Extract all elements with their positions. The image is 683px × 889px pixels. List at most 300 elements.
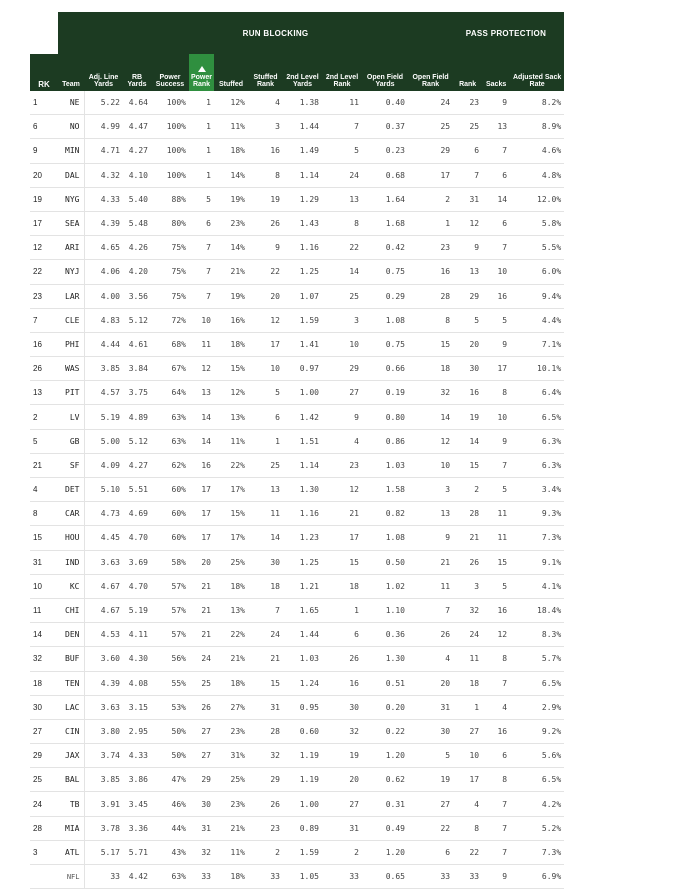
cell-team: CLE bbox=[58, 308, 84, 332]
cell-open-field-rank: 31 bbox=[408, 695, 453, 719]
table-row bbox=[30, 792, 564, 816]
col-header-power-success[interactable]: Power Success bbox=[151, 54, 189, 91]
cell-rank: 7 bbox=[453, 163, 482, 187]
cell-team: SEA bbox=[58, 211, 84, 235]
cell-adjusted-sack-rate: 6.0% bbox=[510, 260, 564, 284]
col-header-team[interactable]: Team bbox=[58, 54, 84, 91]
cell-adjusted-sack-rate: 7.3% bbox=[510, 840, 564, 864]
cell-stuffed: 23% bbox=[214, 719, 248, 743]
table-row bbox=[30, 840, 564, 864]
cell-2nd-level-yards: 1.41 bbox=[283, 332, 322, 356]
cell-stuffed: 21% bbox=[214, 647, 248, 671]
cell-2nd-level-rank: 13 bbox=[322, 187, 362, 211]
cell-rb-yards: 4.70 bbox=[123, 574, 151, 598]
cell-open-field-yards: 0.36 bbox=[362, 623, 408, 647]
cell-open-field-rank: 30 bbox=[408, 719, 453, 743]
cell-open-field-yards: 0.22 bbox=[362, 719, 408, 743]
cell-open-field-rank: 28 bbox=[408, 284, 453, 308]
table-row bbox=[30, 91, 564, 115]
cell-rank: 32 bbox=[453, 598, 482, 622]
cell-open-field-yards: 0.50 bbox=[362, 550, 408, 574]
cell-2nd-level-rank: 5 bbox=[322, 139, 362, 163]
cell-rb-yards: 4.26 bbox=[123, 236, 151, 260]
cell-stuffed: 18% bbox=[214, 332, 248, 356]
col-header-open-field-yards[interactable]: Open Field Yards bbox=[362, 54, 408, 91]
cell-2nd-level-rank: 27 bbox=[322, 381, 362, 405]
cell-team: NYG bbox=[58, 187, 84, 211]
col-header-2nd-level-yards[interactable]: 2nd Level Yards bbox=[283, 54, 322, 91]
cell-adj-line-yards: 4.00 bbox=[84, 284, 123, 308]
cell-stuffed: 12% bbox=[214, 91, 248, 115]
cell-rank: 12 bbox=[453, 211, 482, 235]
cell-stuffed: 11% bbox=[214, 429, 248, 453]
cell-power-success: 53% bbox=[151, 695, 189, 719]
cell-power-success: 72% bbox=[151, 308, 189, 332]
cell-2nd-level-yards: 1.29 bbox=[283, 187, 322, 211]
cell-rb-yards: 3.15 bbox=[123, 695, 151, 719]
cell-rb-yards: 3.84 bbox=[123, 357, 151, 381]
cell-rk: 20 bbox=[30, 163, 58, 187]
cell-stuffed: 25% bbox=[214, 550, 248, 574]
cell-stuffed: 11% bbox=[214, 840, 248, 864]
cell-stuffed-rank: 18 bbox=[248, 574, 283, 598]
cell-stuffed: 25% bbox=[214, 768, 248, 792]
col-header-stuffed-rank[interactable]: Stuffed Rank bbox=[248, 54, 283, 91]
cell-rank: 30 bbox=[453, 357, 482, 381]
cell-open-field-yards: 1.08 bbox=[362, 526, 408, 550]
cell-power-success: 88% bbox=[151, 187, 189, 211]
cell-adj-line-yards: 4.39 bbox=[84, 211, 123, 235]
cell-adjusted-sack-rate: 9.1% bbox=[510, 550, 564, 574]
cell-stuffed-rank: 7 bbox=[248, 598, 283, 622]
cell-sacks: 9 bbox=[482, 91, 510, 115]
cell-open-field-rank: 29 bbox=[408, 139, 453, 163]
cell-rank: 8 bbox=[453, 816, 482, 840]
cell-power-rank: 13 bbox=[189, 381, 214, 405]
cell-sacks: 16 bbox=[482, 598, 510, 622]
cell-power-rank: 32 bbox=[189, 840, 214, 864]
cell-adj-line-yards: 3.63 bbox=[84, 550, 123, 574]
cell-team: NE bbox=[58, 91, 84, 115]
cell-open-field-yards: 0.68 bbox=[362, 163, 408, 187]
cell-adj-line-yards: 4.71 bbox=[84, 139, 123, 163]
cell-power-rank: 21 bbox=[189, 574, 214, 598]
cell-team: HOU bbox=[58, 526, 84, 550]
cell-2nd-level-yards: 1.07 bbox=[283, 284, 322, 308]
cell-rb-yards: 4.64 bbox=[123, 91, 151, 115]
cell-team: DAL bbox=[58, 163, 84, 187]
cell-adjusted-sack-rate: 5.8% bbox=[510, 211, 564, 235]
cell-2nd-level-yards: 1.38 bbox=[283, 91, 322, 115]
cell-team: PHI bbox=[58, 332, 84, 356]
cell-sacks: 7 bbox=[482, 671, 510, 695]
cell-stuffed: 31% bbox=[214, 744, 248, 768]
cell-sacks: 15 bbox=[482, 550, 510, 574]
cell-adj-line-yards: 5.22 bbox=[84, 91, 123, 115]
cell-sacks: 8 bbox=[482, 647, 510, 671]
cell-team: MIN bbox=[58, 139, 84, 163]
cell-2nd-level-yards: 1.30 bbox=[283, 478, 322, 502]
cell-rk: 3 bbox=[30, 840, 58, 864]
cell-rk: 5 bbox=[30, 429, 58, 453]
cell-stuffed: 21% bbox=[214, 816, 248, 840]
cell-stuffed-rank: 21 bbox=[248, 647, 283, 671]
cell-open-field-rank: 12 bbox=[408, 429, 453, 453]
cell-stuffed: 18% bbox=[214, 865, 248, 889]
cell-open-field-rank: 15 bbox=[408, 332, 453, 356]
cell-2nd-level-rank: 6 bbox=[322, 623, 362, 647]
cell-open-field-yards: 1.68 bbox=[362, 211, 408, 235]
cell-adjusted-sack-rate: 4.6% bbox=[510, 139, 564, 163]
table-row bbox=[30, 647, 564, 671]
cell-power-success: 50% bbox=[151, 744, 189, 768]
cell-adjusted-sack-rate: 9.2% bbox=[510, 719, 564, 743]
cell-sacks: 5 bbox=[482, 574, 510, 598]
cell-adj-line-yards: 3.91 bbox=[84, 792, 123, 816]
cell-adjusted-sack-rate: 6.5% bbox=[510, 768, 564, 792]
cell-rk: 8 bbox=[30, 502, 58, 526]
cell-stuffed-rank: 30 bbox=[248, 550, 283, 574]
cell-power-rank: 24 bbox=[189, 647, 214, 671]
cell-adjusted-sack-rate: 7.1% bbox=[510, 332, 564, 356]
cell-rank: 18 bbox=[453, 671, 482, 695]
cell-open-field-rank: 27 bbox=[408, 792, 453, 816]
cell-adjusted-sack-rate: 9.3% bbox=[510, 502, 564, 526]
table-row bbox=[30, 623, 564, 647]
cell-rk: 4 bbox=[30, 478, 58, 502]
table-row bbox=[30, 163, 564, 187]
cell-team: MIA bbox=[58, 816, 84, 840]
cell-team: IND bbox=[58, 550, 84, 574]
cell-adjusted-sack-rate: 10.1% bbox=[510, 357, 564, 381]
cell-power-rank: 6 bbox=[189, 211, 214, 235]
cell-power-success: 64% bbox=[151, 381, 189, 405]
cell-adj-line-yards: 3.80 bbox=[84, 719, 123, 743]
cell-2nd-level-yards: 0.95 bbox=[283, 695, 322, 719]
cell-power-rank: 7 bbox=[189, 260, 214, 284]
cell-adj-line-yards: 4.99 bbox=[84, 115, 123, 139]
cell-stuffed-rank: 1 bbox=[248, 429, 283, 453]
cell-2nd-level-yards: 1.25 bbox=[283, 550, 322, 574]
cell-rk: 10 bbox=[30, 574, 58, 598]
group-header-blank bbox=[30, 12, 58, 54]
cell-sacks: 7 bbox=[482, 139, 510, 163]
cell-2nd-level-yards: 1.59 bbox=[283, 840, 322, 864]
cell-team: WAS bbox=[58, 357, 84, 381]
cell-power-rank: 1 bbox=[189, 91, 214, 115]
cell-power-success: 44% bbox=[151, 816, 189, 840]
cell-stuffed-rank: 31 bbox=[248, 695, 283, 719]
cell-rk: 21 bbox=[30, 453, 58, 477]
cell-rk: 27 bbox=[30, 719, 58, 743]
cell-rk: 2 bbox=[30, 405, 58, 429]
cell-adj-line-yards: 4.57 bbox=[84, 381, 123, 405]
cell-power-success: 67% bbox=[151, 357, 189, 381]
cell-stuffed-rank: 32 bbox=[248, 744, 283, 768]
cell-power-success: 75% bbox=[151, 236, 189, 260]
cell-rb-yards: 5.12 bbox=[123, 308, 151, 332]
cell-stuffed: 13% bbox=[214, 405, 248, 429]
cell-adj-line-yards: 4.06 bbox=[84, 260, 123, 284]
cell-stuffed: 21% bbox=[214, 260, 248, 284]
table-row bbox=[30, 865, 564, 889]
table-row bbox=[30, 357, 564, 381]
cell-open-field-rank: 5 bbox=[408, 744, 453, 768]
cell-team: BUF bbox=[58, 647, 84, 671]
cell-adjusted-sack-rate: 3.4% bbox=[510, 478, 564, 502]
col-header-power-rank-label: Power Rank bbox=[190, 74, 212, 88]
cell-adj-line-yards: 3.63 bbox=[84, 695, 123, 719]
cell-rk: 18 bbox=[30, 671, 58, 695]
cell-adjusted-sack-rate: 4.1% bbox=[510, 574, 564, 598]
cell-power-rank: 5 bbox=[189, 187, 214, 211]
cell-rk: 31 bbox=[30, 550, 58, 574]
cell-power-success: 60% bbox=[151, 502, 189, 526]
col-header-2nd-level-rank[interactable]: 2nd Level Rank bbox=[322, 54, 362, 91]
cell-2nd-level-yards: 1.14 bbox=[283, 163, 322, 187]
cell-open-field-rank: 11 bbox=[408, 574, 453, 598]
cell-sacks: 7 bbox=[482, 840, 510, 864]
cell-adjusted-sack-rate: 5.6% bbox=[510, 744, 564, 768]
table-row bbox=[30, 284, 564, 308]
cell-stuffed-rank: 3 bbox=[248, 115, 283, 139]
cell-rb-yards: 4.11 bbox=[123, 623, 151, 647]
cell-rk: 1 bbox=[30, 91, 58, 115]
cell-rb-yards: 4.10 bbox=[123, 163, 151, 187]
cell-rank: 29 bbox=[453, 284, 482, 308]
cell-2nd-level-rank: 15 bbox=[322, 550, 362, 574]
cell-team: CIN bbox=[58, 719, 84, 743]
cell-open-field-rank: 9 bbox=[408, 526, 453, 550]
cell-2nd-level-rank: 23 bbox=[322, 453, 362, 477]
cell-adjusted-sack-rate: 6.9% bbox=[510, 865, 564, 889]
cell-stuffed: 23% bbox=[214, 211, 248, 235]
cell-power-success: 43% bbox=[151, 840, 189, 864]
cell-team: LV bbox=[58, 405, 84, 429]
cell-open-field-rank: 21 bbox=[408, 550, 453, 574]
cell-rb-yards: 4.69 bbox=[123, 502, 151, 526]
cell-rank: 11 bbox=[453, 647, 482, 671]
col-header-rb-yards[interactable]: RB Yards bbox=[123, 54, 151, 91]
cell-stuffed: 16% bbox=[214, 308, 248, 332]
cell-adj-line-yards: 5.00 bbox=[84, 429, 123, 453]
cell-open-field-yards: 1.64 bbox=[362, 187, 408, 211]
col-header-stuffed[interactable]: Stuffed bbox=[214, 54, 248, 91]
cell-sacks: 16 bbox=[482, 719, 510, 743]
cell-rb-yards: 5.40 bbox=[123, 187, 151, 211]
cell-stuffed: 23% bbox=[214, 792, 248, 816]
cell-2nd-level-yards: 1.59 bbox=[283, 308, 322, 332]
cell-adj-line-yards: 4.09 bbox=[84, 453, 123, 477]
cell-rb-yards: 4.30 bbox=[123, 647, 151, 671]
cell-2nd-level-yards: 0.97 bbox=[283, 357, 322, 381]
cell-2nd-level-yards: 1.42 bbox=[283, 405, 322, 429]
cell-rank: 15 bbox=[453, 453, 482, 477]
cell-adj-line-yards: 5.17 bbox=[84, 840, 123, 864]
cell-power-rank: 17 bbox=[189, 502, 214, 526]
table-row bbox=[30, 598, 564, 622]
table-row bbox=[30, 260, 564, 284]
cell-team: ARI bbox=[58, 236, 84, 260]
col-header-sacks[interactable]: Sacks bbox=[482, 54, 510, 91]
cell-open-field-yards: 0.20 bbox=[362, 695, 408, 719]
cell-2nd-level-rank: 1 bbox=[322, 598, 362, 622]
cell-stuffed-rank: 23 bbox=[248, 816, 283, 840]
table-row bbox=[30, 719, 564, 743]
cell-power-rank: 7 bbox=[189, 284, 214, 308]
cell-sacks: 8 bbox=[482, 381, 510, 405]
col-header-power-rank[interactable] bbox=[189, 54, 214, 91]
cell-open-field-yards: 0.29 bbox=[362, 284, 408, 308]
cell-2nd-level-rank: 2 bbox=[322, 840, 362, 864]
cell-power-rank: 26 bbox=[189, 695, 214, 719]
cell-open-field-rank: 3 bbox=[408, 478, 453, 502]
cell-stuffed-rank: 29 bbox=[248, 768, 283, 792]
col-header-rk[interactable]: RK bbox=[30, 54, 58, 91]
cell-open-field-yards: 1.58 bbox=[362, 478, 408, 502]
cell-stuffed-rank: 5 bbox=[248, 381, 283, 405]
cell-open-field-yards: 0.75 bbox=[362, 260, 408, 284]
cell-open-field-rank: 10 bbox=[408, 453, 453, 477]
cell-rb-yards: 3.56 bbox=[123, 284, 151, 308]
cell-adj-line-yards: 4.67 bbox=[84, 598, 123, 622]
cell-team: PIT bbox=[58, 381, 84, 405]
cell-open-field-rank: 20 bbox=[408, 671, 453, 695]
cell-stuffed-rank: 22 bbox=[248, 260, 283, 284]
cell-sacks: 7 bbox=[482, 453, 510, 477]
cell-power-rank: 31 bbox=[189, 816, 214, 840]
cell-adj-line-yards: 5.19 bbox=[84, 405, 123, 429]
cell-open-field-rank: 18 bbox=[408, 357, 453, 381]
cell-2nd-level-rank: 17 bbox=[322, 526, 362, 550]
cell-2nd-level-yards: 1.24 bbox=[283, 671, 322, 695]
cell-stuffed-rank: 11 bbox=[248, 502, 283, 526]
cell-stuffed-rank: 17 bbox=[248, 332, 283, 356]
cell-2nd-level-yards: 0.60 bbox=[283, 719, 322, 743]
cell-open-field-yards: 1.20 bbox=[362, 840, 408, 864]
cell-open-field-rank: 4 bbox=[408, 647, 453, 671]
cell-open-field-rank: 1 bbox=[408, 211, 453, 235]
cell-stuffed: 19% bbox=[214, 187, 248, 211]
cell-open-field-yards: 0.19 bbox=[362, 381, 408, 405]
cell-2nd-level-yards: 1.43 bbox=[283, 211, 322, 235]
table-row bbox=[30, 308, 564, 332]
cell-2nd-level-yards: 1.05 bbox=[283, 865, 322, 889]
cell-2nd-level-yards: 1.14 bbox=[283, 453, 322, 477]
cell-power-success: 46% bbox=[151, 792, 189, 816]
cell-power-rank: 12 bbox=[189, 357, 214, 381]
cell-rank: 19 bbox=[453, 405, 482, 429]
cell-sacks: 10 bbox=[482, 260, 510, 284]
cell-sacks: 8 bbox=[482, 768, 510, 792]
cell-sacks: 11 bbox=[482, 526, 510, 550]
cell-rank: 13 bbox=[453, 260, 482, 284]
cell-sacks: 14 bbox=[482, 187, 510, 211]
cell-stuffed-rank: 12 bbox=[248, 308, 283, 332]
cell-power-success: 75% bbox=[151, 260, 189, 284]
cell-adjusted-sack-rate: 4.2% bbox=[510, 792, 564, 816]
cell-2nd-level-rank: 21 bbox=[322, 502, 362, 526]
cell-rb-yards: 4.08 bbox=[123, 671, 151, 695]
cell-adjusted-sack-rate: 8.9% bbox=[510, 115, 564, 139]
cell-power-rank: 27 bbox=[189, 744, 214, 768]
cell-stuffed-rank: 16 bbox=[248, 139, 283, 163]
table-row bbox=[30, 526, 564, 550]
cell-stuffed: 22% bbox=[214, 623, 248, 647]
cell-adjusted-sack-rate: 8.3% bbox=[510, 623, 564, 647]
cell-power-success: 57% bbox=[151, 574, 189, 598]
cell-rank: 22 bbox=[453, 840, 482, 864]
cell-adj-line-yards: 4.53 bbox=[84, 623, 123, 647]
cell-2nd-level-rank: 26 bbox=[322, 647, 362, 671]
cell-2nd-level-rank: 27 bbox=[322, 792, 362, 816]
col-header-adjusted-sack-rate[interactable]: Adjusted Sack Rate bbox=[510, 54, 564, 91]
column-header-row bbox=[30, 54, 564, 91]
cell-open-field-yards: 0.82 bbox=[362, 502, 408, 526]
cell-2nd-level-yards: 1.23 bbox=[283, 526, 322, 550]
cell-open-field-yards: 1.02 bbox=[362, 574, 408, 598]
table-row bbox=[30, 671, 564, 695]
cell-open-field-rank: 23 bbox=[408, 236, 453, 260]
cell-open-field-yards: 0.49 bbox=[362, 816, 408, 840]
cell-stuffed: 15% bbox=[214, 357, 248, 381]
cell-adj-line-yards: 4.83 bbox=[84, 308, 123, 332]
table-row bbox=[30, 405, 564, 429]
table-row bbox=[30, 211, 564, 235]
line-stats-table bbox=[30, 12, 564, 889]
cell-open-field-rank: 25 bbox=[408, 115, 453, 139]
cell-adj-line-yards: 3.60 bbox=[84, 647, 123, 671]
group-header-row bbox=[30, 12, 564, 54]
table-row bbox=[30, 453, 564, 477]
cell-2nd-level-yards: 1.49 bbox=[283, 139, 322, 163]
cell-stuffed-rank: 25 bbox=[248, 453, 283, 477]
cell-stuffed: 18% bbox=[214, 574, 248, 598]
cell-open-field-rank: 6 bbox=[408, 840, 453, 864]
cell-stuffed: 14% bbox=[214, 163, 248, 187]
cell-rk: 16 bbox=[30, 332, 58, 356]
cell-open-field-rank: 13 bbox=[408, 502, 453, 526]
cell-2nd-level-yards: 1.00 bbox=[283, 381, 322, 405]
col-header-adj-line-yards[interactable]: Adj. Line Yards bbox=[84, 54, 123, 91]
cell-adj-line-yards: 4.73 bbox=[84, 502, 123, 526]
cell-sacks: 7 bbox=[482, 816, 510, 840]
cell-adjusted-sack-rate: 6.5% bbox=[510, 671, 564, 695]
cell-stuffed: 15% bbox=[214, 502, 248, 526]
cell-open-field-yards: 1.08 bbox=[362, 308, 408, 332]
cell-stuffed: 11% bbox=[214, 115, 248, 139]
cell-rank: 31 bbox=[453, 187, 482, 211]
cell-2nd-level-yards: 1.51 bbox=[283, 429, 322, 453]
cell-power-rank: 1 bbox=[189, 163, 214, 187]
cell-rb-yards: 4.89 bbox=[123, 405, 151, 429]
cell-sacks: 9 bbox=[482, 332, 510, 356]
table-body bbox=[30, 91, 564, 889]
cell-rk: 23 bbox=[30, 284, 58, 308]
cell-power-rank: 11 bbox=[189, 332, 214, 356]
stats-table-container bbox=[30, 12, 564, 889]
cell-team: CHI bbox=[58, 598, 84, 622]
cell-rank: 24 bbox=[453, 623, 482, 647]
cell-2nd-level-rank: 31 bbox=[322, 816, 362, 840]
col-header-open-field-rank[interactable]: Open Field Rank bbox=[408, 54, 453, 91]
cell-rank: 6 bbox=[453, 139, 482, 163]
col-header-rank[interactable]: Rank bbox=[453, 54, 482, 91]
cell-sacks: 16 bbox=[482, 284, 510, 308]
cell-power-success: 80% bbox=[151, 211, 189, 235]
cell-power-success: 62% bbox=[151, 453, 189, 477]
cell-adj-line-yards: 4.67 bbox=[84, 574, 123, 598]
